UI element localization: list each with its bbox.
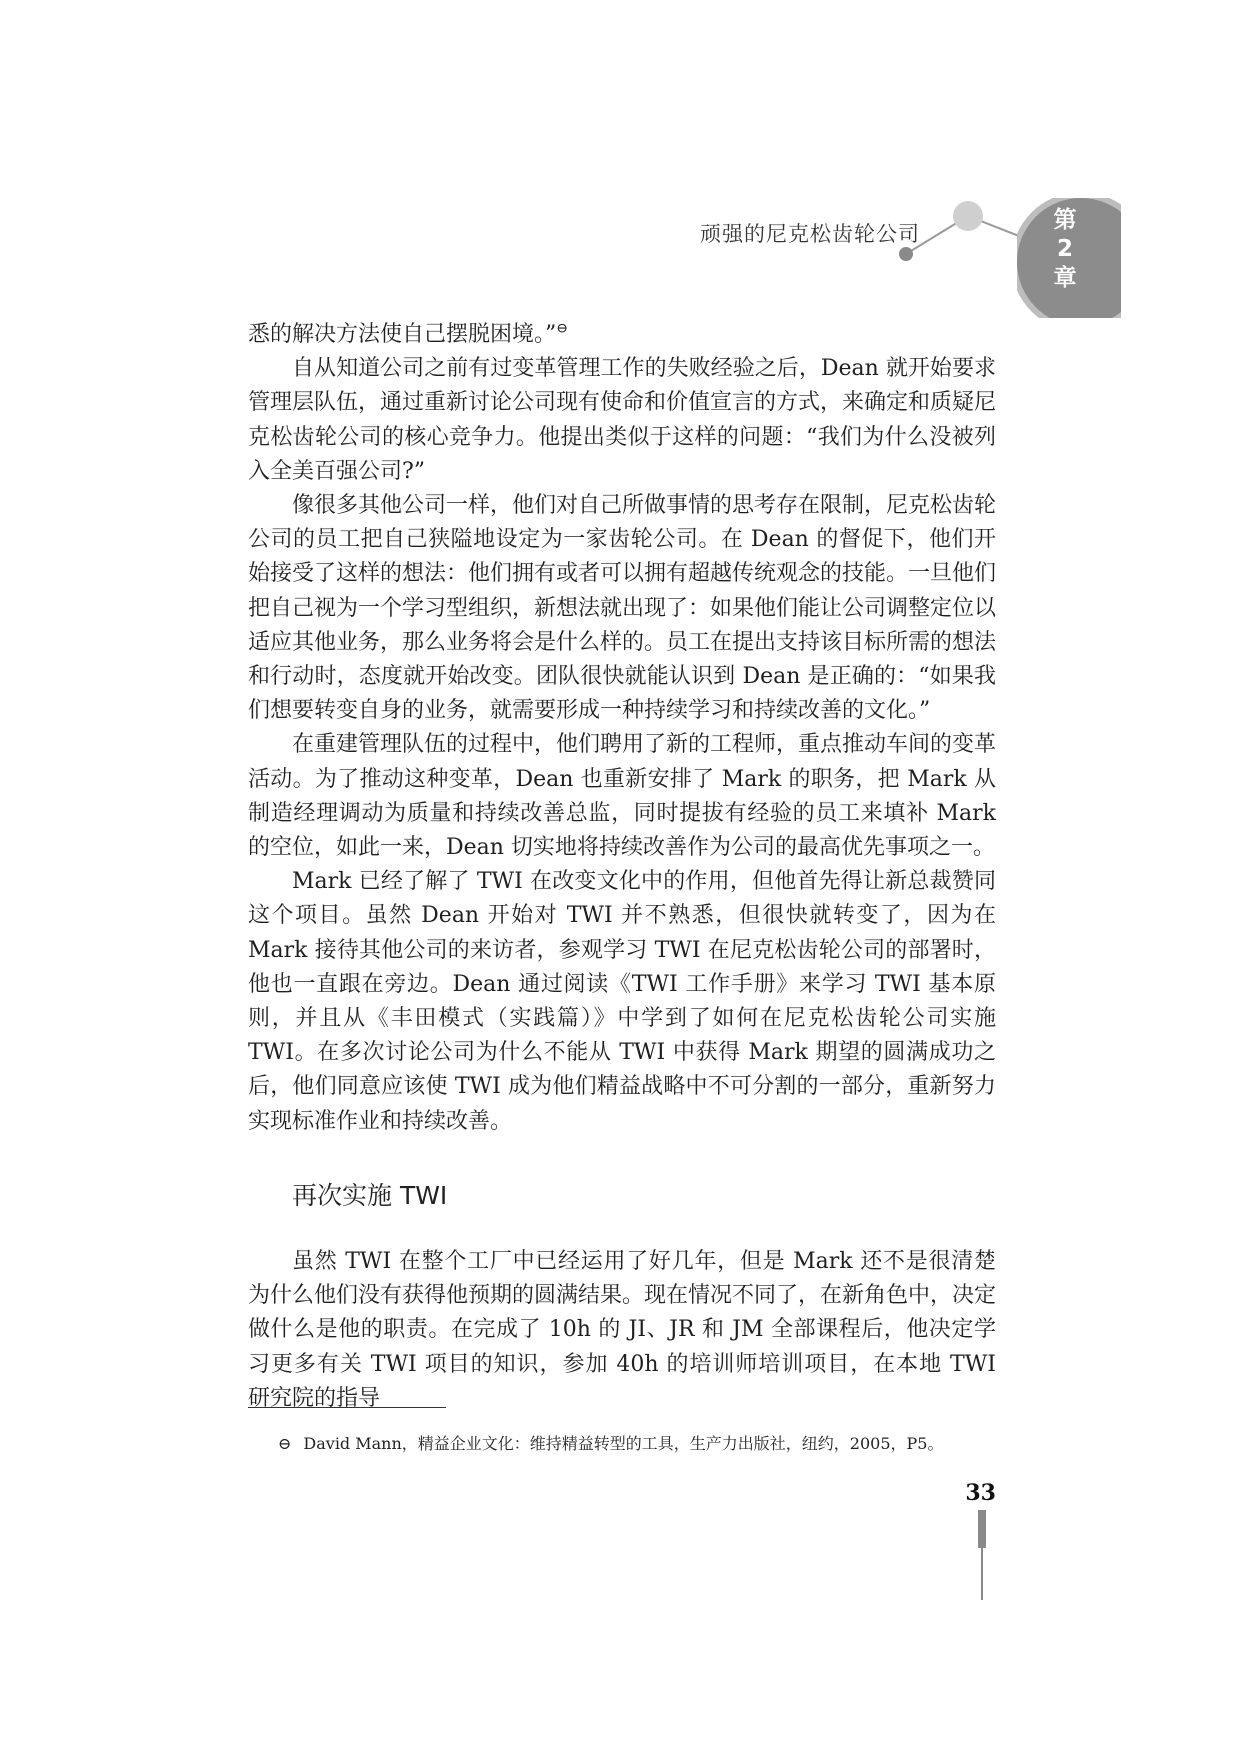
paragraph: 在重建管理队伍的过程中，他们聘用了新的工程师，重点推动车间的变革活动。为了推动这种变革，Dean 也重新安排了 Mark 的职务，把 Mark 从制造经理调动为质量和持续改善总监，同时提拔有经验的员工来填补 Mark 的空位，如此一来，Dean 切实地将持续改善作为公司的最高优先事项之一。: [248, 732, 997, 861]
footnote-symbol: ⊖: [278, 1434, 292, 1453]
footnote-text: David Mann，精益企业文化：维持精益转型的工具，生产力出版社，纽约，2005，P5。: [303, 1434, 944, 1453]
footnote-reference[interactable]: ⊖: [556, 320, 568, 337]
chapter-number: 2: [1056, 236, 1073, 262]
page-marker-bar: [978, 1510, 986, 1548]
running-header-title: 顽强的尼克松齿轮公司: [700, 222, 920, 246]
chapter-prefix: 第: [1053, 207, 1077, 233]
footnote: [278, 1431, 998, 1454]
chapter-suffix: 章: [1053, 265, 1077, 291]
chapter-badge: [1017, 198, 1121, 318]
paragraph: 像很多其他公司一样，他们对自己所做事情的思考存在限制，尼克松齿轮公司的员工把自己狭隘地设定为一家齿轮公司。在 Dean 的督促下，他们开始接受了这样的想法：他们拥有或者可以拥有超越传统观念的技能。一旦他们把自己视为一个学习型组织，新想法就出现了：如果他们能让公司调整定位以适应其他业务，那么业务将会是什么样的。员工在提出支持该目标所需的想法和行动时，态度就开始改变。团队很快就能认识到 Dean 是正确的：“如果我们想要转变自身的业务，就需要形成一种持续学习和持续改善的文化。”: [248, 493, 997, 724]
page-marker-line: [981, 1548, 983, 1600]
decoration-small-dot: [899, 247, 913, 261]
page-number: 33: [965, 1480, 996, 1506]
body-text: [248, 318, 996, 1139]
decoration-large-dot: [953, 201, 983, 231]
section-body-text: [248, 1245, 996, 1416]
chapter-label: [1035, 206, 1095, 293]
paragraph: 自从知道公司之前有过变革管理工作的失败经验之后，Dean 就开始要求管理层队伍，通过重新讨论公司现有使命和价值宣言的方式，来确定和质疑尼克松齿轮公司的核心竞争力。他提出类似于这样的问题：“我们为什么没被列入全美百强公司?”: [248, 356, 997, 484]
paragraph: Mark 已经了解了 TWI 在改变文化中的作用，但他首先得让新总裁赞同这个项目。虽然 Dean 开始对 TWI 并不熟悉，但很快就转变了，因为在 Mark 接待其他公司的来访者，参观学习 TWI 在尼克松齿轮公司的部署时，他也一直跟在旁边。Dean 通过阅读《TWI 工作手册》来学习 TWI 基本原则，并且从《丰田模式（实践篇）》中学到了如何在尼克松齿轮公司实施 TWI。在多次讨论公司为什么不能从 TWI 中获得 Mark 期望的圆满成功之后，他们同意应该使 TWI 成为他们精益战略中不可分割的一部分，重新努力实现标准作业和持续改善。: [248, 869, 996, 1134]
paragraph-text: 悉的解决方法使自己摆脱困境。”: [248, 322, 557, 347]
footnote-rule: [248, 1407, 446, 1408]
paragraph: 虽然 TWI 在整个工厂中已经运用了好几年，但是 Mark 还不是很清楚为什么他们没有获得他预期的圆满结果。现在情况不同了，在新角色中，决定做什么是他的职责。在完成了 10h 的 JI、JR 和 JM 全部课程后，他决定学习更多有关 TWI 项目的知识，参加 40h 的培训师培训项目，在本地 TWI 研究院的指导: [248, 1249, 997, 1411]
section-heading: 再次实施 TWI: [292, 1181, 448, 1210]
paragraph: [248, 318, 996, 352]
